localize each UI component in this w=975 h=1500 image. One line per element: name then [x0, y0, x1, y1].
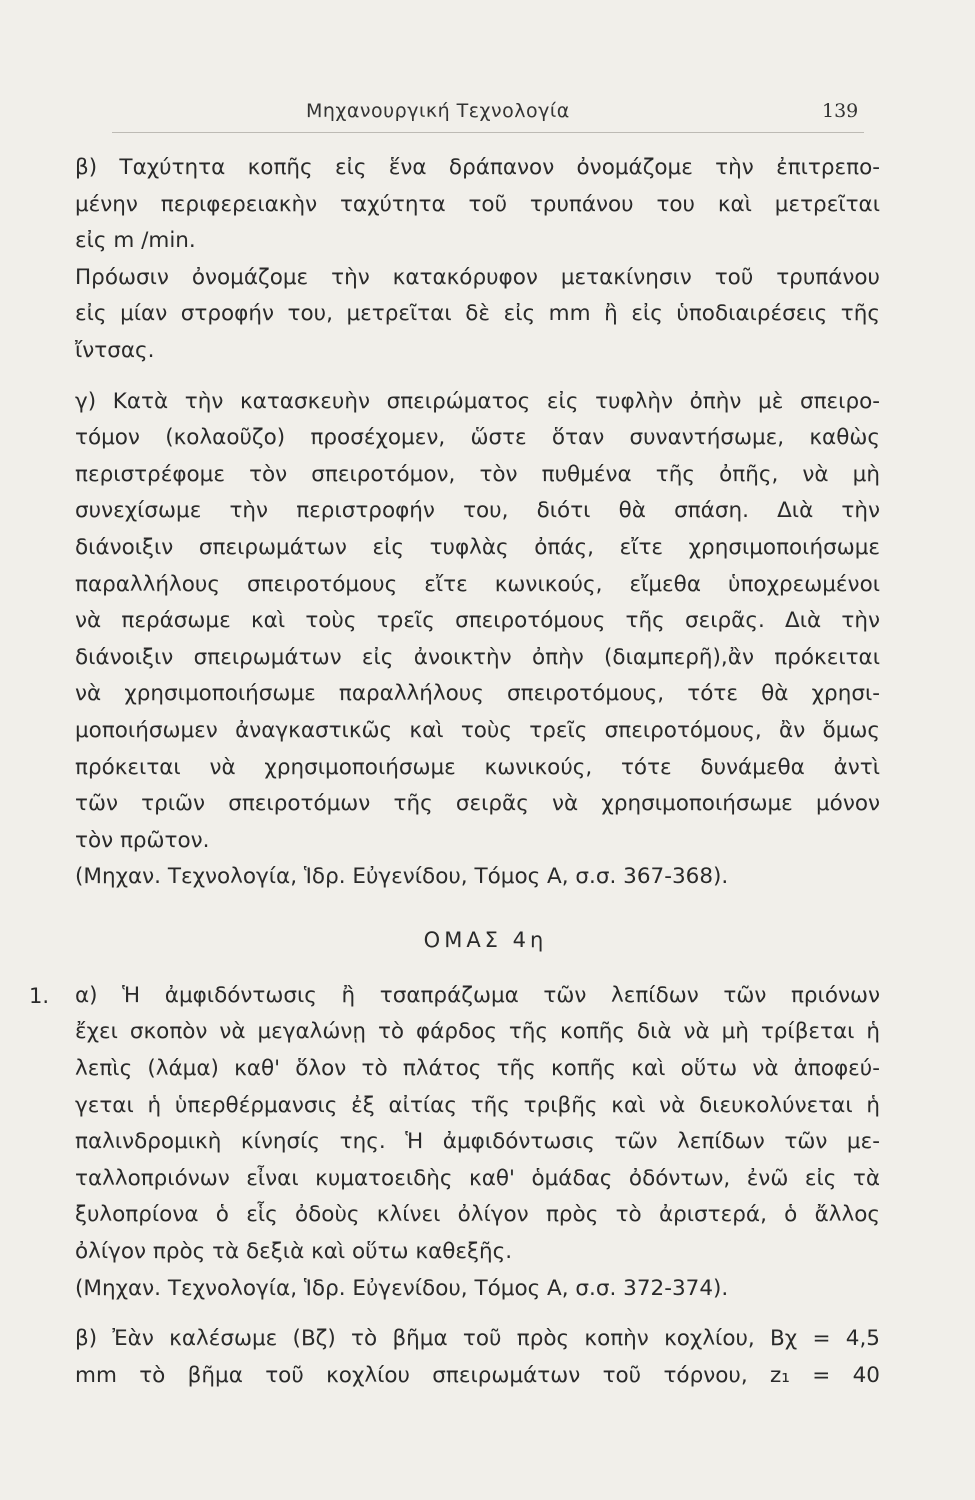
text-line: ταλλοπριόνων εἶναι κυματοειδὴς καθ' ὁμάδας ὀδόντων, ἐνῶ εἰς τὰ [75, 1165, 880, 1191]
text-line: νὰ περάσωμε καὶ τοὺς τρεῖς σπειροτόμους τῆς σειρᾶς. Διὰ τὴν [75, 608, 880, 634]
text-line: β) Ἐὰν καλέσωμε (Βζ) τὸ βῆμα τοῦ πρὸς κοπὴν κοχλίου, Βχ = 4,5 [75, 1326, 880, 1352]
header-rule [112, 132, 864, 133]
text-line: ὀλίγον πρὸς τὰ δεξιὰ καὶ οὕτω καθεξῆς. [75, 1239, 513, 1265]
paragraph-b [75, 150, 880, 370]
text-line: τόμον (κολαοῦζο) προσέχομεν, ὥστε ὅταν συναντήσωμε, καθὼς [75, 425, 880, 451]
body-text [29, 150, 880, 1394]
text-line: Πρόωσιν ὀνομάζομε τὴν κατακόρυφον μετακίνησιν τοῦ τρυπάνου [75, 264, 880, 290]
text-line: μοποιήσωμεν ἀναγκαστικῶς καὶ τοὺς τρεῖς σπειροτόμους, ἂν ὅμως [75, 717, 880, 743]
text-line: mm τὸ βῆμα τοῦ κοχλίου σπειρωμάτων τοῦ τόρνου, z₁ = 40 [75, 1362, 880, 1388]
text-line: περιστρέφομε τὸν σπειροτόμον, τὸν πυθμένα τῆς ὀπῆς, νὰ μὴ [75, 461, 880, 487]
text-line: εἰς m /min. [75, 228, 196, 254]
text-line: πρόκειται νὰ χρησιμοποιήσωμε κωνικούς, τότε δυνάμεθα ἀντὶ [75, 754, 880, 780]
running-title: Μηχανουργική Τεχνολογία [306, 100, 570, 122]
group-heading: ΟΜΑΣ 4η [423, 927, 548, 952]
reference-citation: (Μηχαν. Τεχνολογία, Ἱδρ. Εὐγενίδου, Τόμος Α, σ.σ. 367-368). [75, 864, 729, 890]
question-number: 1. [29, 983, 50, 1008]
question-1 [29, 978, 880, 1395]
text-line: ἴντσας. [75, 337, 155, 363]
text-line: τὸν πρῶτον. [75, 827, 210, 853]
page-header [0, 96, 975, 136]
text-line: παλινδρομικὴ κίνησίς της. Ἡ ἀμφιδόντωσις τῶν λεπίδων τῶν με- [75, 1129, 880, 1155]
text-line: β) Ταχύτητα κοπῆς εἰς ἕνα δράπανον ὀνομάζομε τὴν ἐπιτρεπο- [75, 155, 880, 180]
text-line: τῶν τριῶν σπειροτόμων τῆς σειρᾶς νὰ χρησιμοποιήσωμε μόνον [75, 791, 880, 817]
text-line: ἔχει σκοπὸν νὰ μεγαλώνῃ τὸ φάρδος τῆς κοπῆς διὰ νὰ μὴ τρίβεται ἡ [75, 1019, 880, 1045]
reference-citation: (Μηχαν. Τεχνολογία, Ἱδρ. Εὐγενίδου, Τόμος Α, σ.σ. 372-374). [75, 1275, 729, 1301]
text-line: διάνοιξιν σπειρωμάτων εἰς τυφλὰς ὀπάς, εἴτε χρησιμοποιήσωμε [75, 534, 880, 560]
text-line: α) Ἡ ἀμφιδόντωσις ἢ τσαπράζωμα τῶν λεπίδων τῶν πριόνων [75, 982, 880, 1008]
text-line: λεπὶς (λάμα) καθ' ὅλον τὸ πλάτος τῆς κοπῆς καὶ οὕτω νὰ ἀποφεύ- [75, 1056, 880, 1082]
text-line: εἰς μίαν στροφήν του, μετρεῖται δὲ εἰς mm ἢ εἰς ὑποδιαιρέσεις τῆς [75, 301, 880, 327]
paragraph-c [75, 384, 880, 896]
text-line: παραλλήλους σπειροτόμους εἴτε κωνικούς, εἴμεθα ὑποχρεωμένοι [75, 571, 880, 597]
text-line: νὰ χρησιμοποιήσωμε παραλλήλους σπειροτόμους, τότε θὰ χρησι- [75, 681, 880, 707]
text-line: γεται ἡ ὑπερθέρμανσις ἐξ αἰτίας τῆς τριβῆς καὶ νὰ διευκολύνεται ἡ [75, 1092, 880, 1118]
text-line: συνεχίσωμε τὴν περιστροφήν του, διότι θὰ σπάση. Διὰ τὴν [75, 498, 880, 524]
text-line: γ) Κατὰ τὴν κατασκευὴν σπειρώματος εἰς τυφλὴν ὀπὴν μὲ σπειρο- [75, 388, 880, 414]
page-number: 139 [822, 100, 859, 122]
text-line: διάνοιξιν σπειρωμάτων εἰς ἀνοικτὴν ὀπὴν (διαμπερῆ),ἂν πρόκειται [75, 644, 880, 670]
text-line: μένην περιφερειακὴν ταχύτητα τοῦ τρυπάνου του καὶ μετρεῖται [75, 191, 880, 217]
text-line: ξυλοπρίονα ὁ εἷς ὀδοὺς κλίνει ὀλίγον πρὸς τὸ ἀριστερά, ὁ ἄλλος [75, 1202, 880, 1228]
